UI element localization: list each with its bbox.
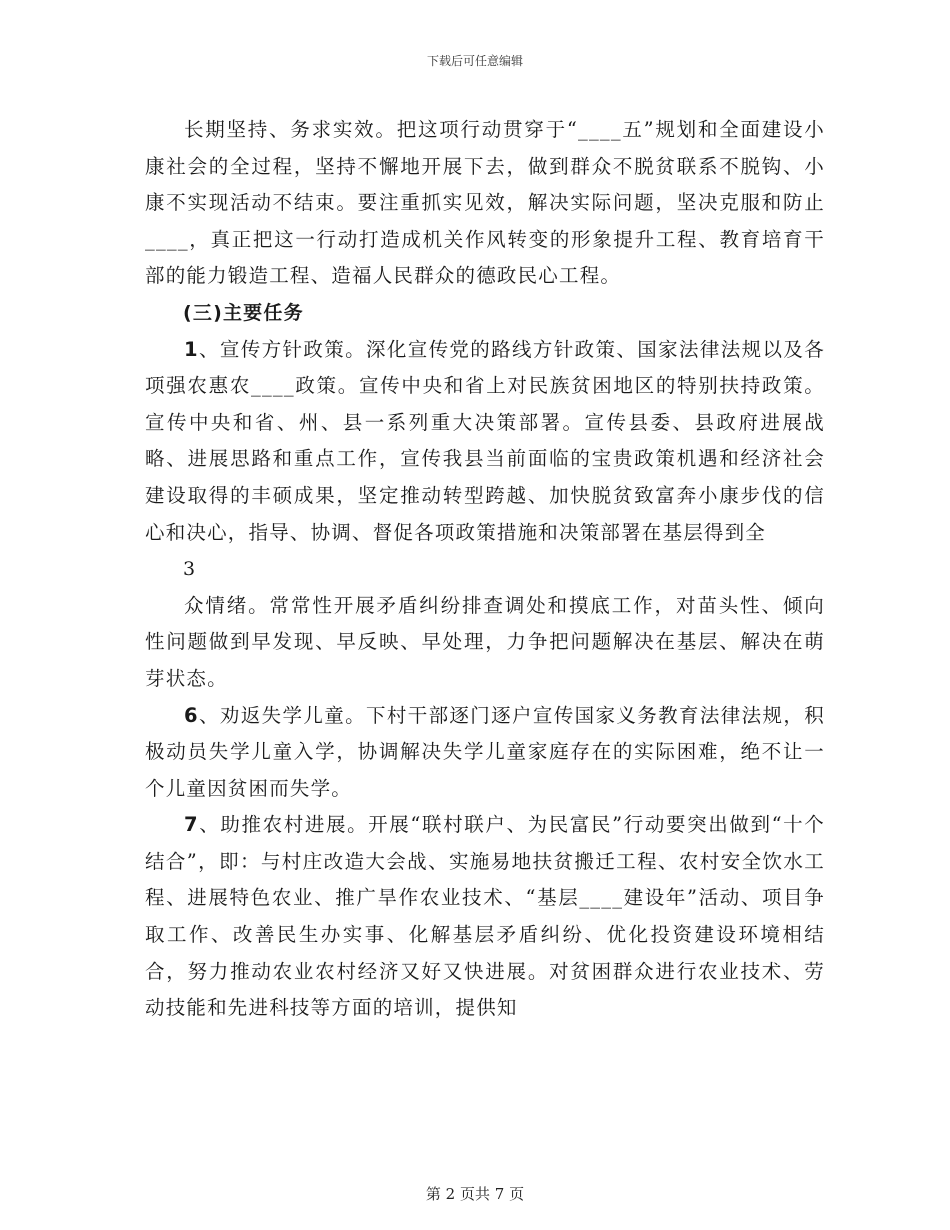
paragraph-task-5-continued: 众情绪。常常性开展矛盾纠纷排查调处和摸底工作，对苗头性、倾向性问题做到早发现、早反映、早处理，力争把问题解决在基层、解决在萌芽状态。 (145, 593, 825, 690)
task-number: 1 (184, 337, 199, 361)
task-number: 7 (184, 813, 199, 837)
document-body (145, 112, 825, 1027)
task-number: 6 (184, 703, 199, 727)
inline-page-marker: 3 (183, 558, 196, 581)
section-heading-main-tasks: (三)主要任务 (183, 301, 304, 324)
paragraph-task-1 (145, 332, 825, 552)
paragraph-task-6 (145, 698, 825, 808)
task-text: 、助推农村进展。开展“联村联户、为民富民”行动要突出做到“十个结合”，即：与村庄改造大会战、实施易地扶贫搬迁工程、农村安全饮水工程、进展特色农业、推广旱作农业技术、“基层____建设年”活动、项目争取工作、改善民生办实事、化解基层矛盾纠纷、优化投资建设环境相结合，努力推动农业农村经济又好又快进展。对贫困群众进行农业技术、劳动技能和先进科技等方面的培训，提供知 (145, 813, 825, 1020)
page-footer-number: 第 2 页共 7 页 (425, 1185, 525, 1203)
task-text: 、劝返失学儿童。下村干部逐门逐户宣传国家义务教育法律法规，积极动员失学儿童入学，协调解决失学儿童家庭存在的实际困难，绝不让一个儿童因贫困而失学。 (145, 703, 825, 800)
paragraph-task-7 (145, 807, 825, 1027)
task-text: 、宣传方针政策。深化宣传党的路线方针政策、国家法律法规以及各项强农惠农____政策。宣传中央和省上对民族贫困地区的特别扶持政策。宣传中央和省、州、县一系列重大决策部署。宣传县委、县政府进展战略、进展思路和重点工作，宣传我县当前面临的宝贵政策机遇和经济社会建设取得的丰硕成果，坚定推动转型跨越、加快脱贫致富奔小康步伐的信心和决心，指导、协调、督促各项政策措施和决策部署在基层得到全 (145, 337, 825, 544)
page-header-note: 下载后可任意编辑 (426, 54, 523, 68)
paragraph-principles: 长期坚持、务求实效。把这项行动贯穿于“____五”规划和全面建设小康社会的全过程，坚持不懈地开展下去，做到群众不脱贫联系不脱钩、小康不实现活动不结束。要注重抓实见效，解决实际问题，坚决克服和防止____，真正把这一行动打造成机关作风转变的形象提升工程、教育培育干部的能力锻造工程、造福人民群众的德政民心工程。 (145, 118, 825, 288)
